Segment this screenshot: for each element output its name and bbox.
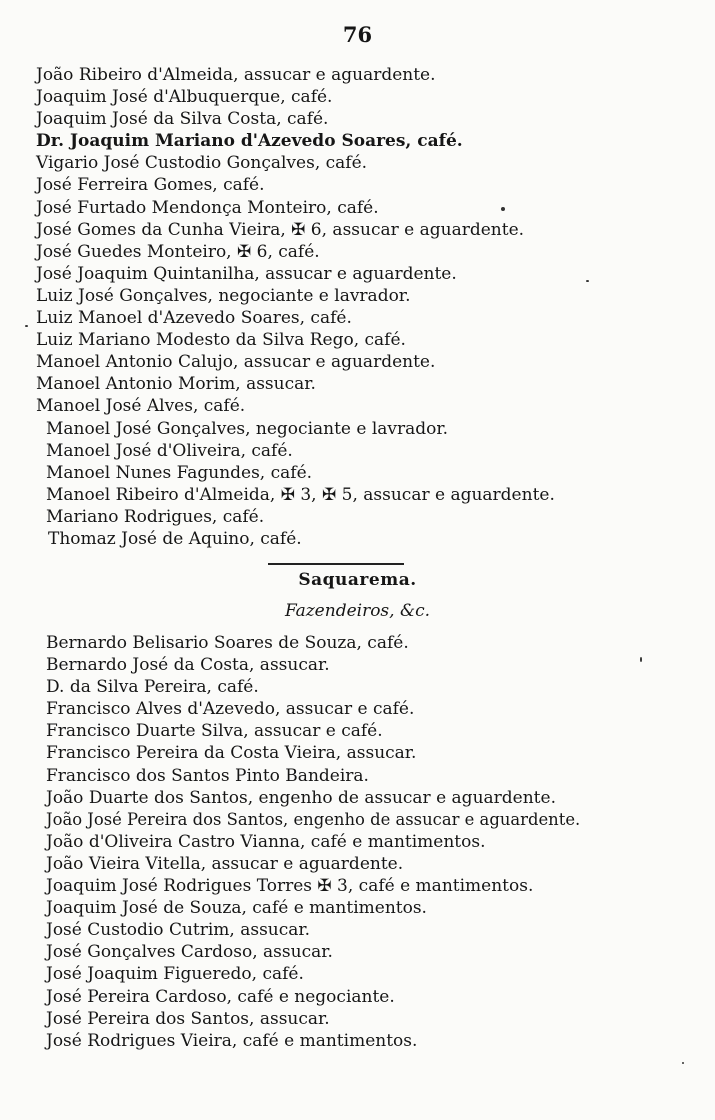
entry-list-second [46, 632, 580, 1052]
list-item: José Rodrigues Vieira, café e mantimentos. [46, 1030, 418, 1051]
list-item: Manoel Ribeiro d'Almeida, ✠ 3, ✠ 5, assucar e aguardente. [46, 484, 555, 505]
list-item: Joaquim José Rodrigues Torres ✠ 3, café e mantimentos. [46, 876, 534, 897]
list-item: José Pereira Cardoso, café e negociante. [46, 986, 395, 1007]
list-item: José Ferreira Gomes, café. [36, 175, 265, 196]
list-item: Manoel José Alves, café. [36, 396, 246, 417]
ink-speck [640, 657, 642, 662]
list-item: Francisco dos Santos Pinto Bandeira. [46, 765, 369, 786]
list-item: João Ribeiro d'Almeida, assucar e aguardente. [36, 65, 436, 85]
list-item: José Joaquim Figueredo, café. [46, 964, 304, 985]
list-item: Francisco Alves d'Azevedo, assucar e café. [46, 699, 415, 720]
ink-speck [682, 1062, 684, 1064]
section-title: Saquarema. [298, 570, 417, 590]
list-item: Manoel Nunes Fagundes, café. [46, 462, 313, 483]
list-item: José Gomes da Cunha Vieira, ✠ 6, assucar e aguardente. [36, 219, 525, 240]
list-item: D. da Silva Pereira, café. [46, 677, 259, 698]
list-item: Manoel José Gonçalves, negociante e lavrador. [46, 418, 449, 439]
list-item: João d'Oliveira Castro Vianna, café e mantimentos. [46, 831, 486, 852]
list-item: Vigario José Custodio Gonçalves, café. [36, 153, 368, 174]
list-item: José Joaquim Quintanilha, assucar e aguardente. [36, 263, 457, 284]
list-item: Luiz Manoel d'Azevedo Soares, café. [36, 308, 352, 329]
list-item: Manoel Antonio Calujo, assucar e aguardente. [36, 352, 436, 373]
list-item: José Gonçalves Cardoso, assucar. [46, 942, 333, 963]
list-item: Thomaz José de Aquino, café. [48, 528, 302, 549]
list-item: Joaquim José de Souza, café e mantimentos. [46, 898, 427, 919]
list-item: João Duarte dos Santos, engenho de assucar e aguardente. [46, 787, 556, 808]
list-item: José Furtado Mendonça Monteiro, café. [36, 197, 379, 218]
list-item: Dr. Joaquim Mariano d'Azevedo Soares, café. [36, 131, 463, 152]
list-item: Luiz José Gonçalves, negociante e lavrador. [36, 285, 411, 306]
list-item: José Guedes Monteiro, ✠ 6, café. [36, 241, 320, 262]
list-item: José Custodio Cutrim, assucar. [46, 920, 311, 941]
list-item: Francisco Pereira da Costa Vieira, assucar. [46, 743, 417, 764]
list-item: José Pereira dos Santos, assucar. [46, 1008, 330, 1029]
page-number: 76 [342, 22, 373, 47]
list-item: Joaquim José d'Albuquerque, café. [36, 87, 333, 108]
ink-speck [25, 325, 28, 327]
list-item: João Vieira Vitella, assucar e aguardente. [46, 853, 404, 874]
list-item: Bernardo José da Costa, assucar. [46, 655, 330, 676]
list-item: Francisco Duarte Silva, assucar e café. [46, 721, 383, 742]
list-item: Joaquim José da Silva Costa, café. [36, 109, 329, 130]
list-item: João José Pereira dos Santos, engenho de assucar e aguardente. [46, 809, 581, 829]
section-subtitle: Fazendeiros, &c. [284, 601, 431, 621]
list-item: Manoel José d'Oliveira, café. [46, 440, 293, 461]
list-item: Manoel Antonio Morim, assucar. [36, 374, 316, 395]
list-item: Bernardo Belisario Soares de Souza, café. [46, 633, 409, 653]
ink-speck [501, 207, 505, 211]
list-item: Luiz Mariano Modesto da Silva Rego, café. [36, 330, 406, 351]
list-item: Mariano Rodrigues, café. [46, 506, 265, 527]
ink-speck [586, 280, 589, 282]
section-divider [268, 563, 404, 565]
entry-list-first [36, 64, 555, 550]
